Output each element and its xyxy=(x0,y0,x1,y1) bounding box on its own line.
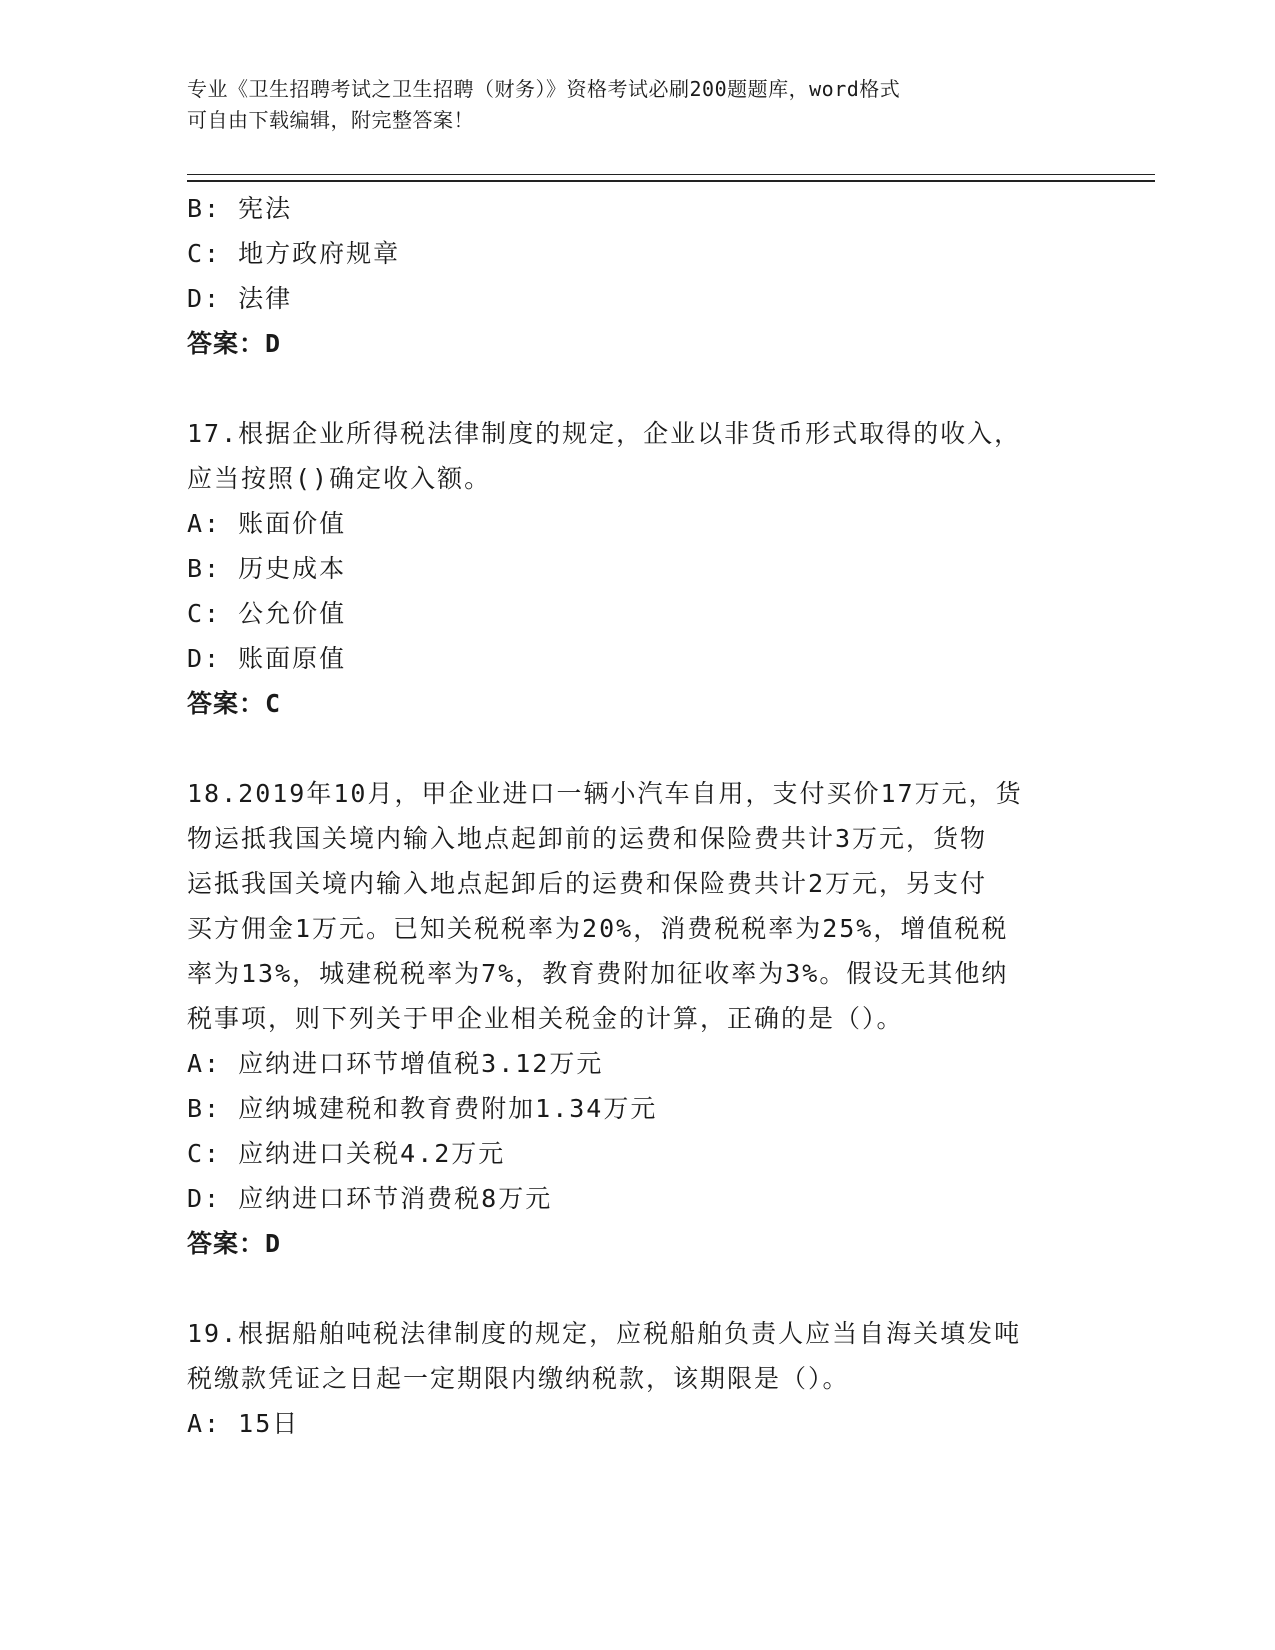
question-text-line: 率为13%，城建税税率为7%，教育费附加征收率为3%。假设无其他纳 xyxy=(187,959,1009,988)
question-list xyxy=(187,186,1087,1446)
header-divider-thick xyxy=(187,180,1155,182)
header-line-2: 可自由下载编辑，附完整答案！ xyxy=(187,108,474,132)
option-c: C: 公允价值 xyxy=(187,599,347,628)
option-d: D: 应纳进口环节消费税8万元 xyxy=(187,1184,553,1213)
question-text-line: 应当按照()确定收入额。 xyxy=(187,464,492,493)
option-c: C: 地方政府规章 xyxy=(187,239,401,268)
question-text-line: 买方佣金1万元。已知关税税率为20%，消费税税率为25%，增值税税 xyxy=(187,914,1009,943)
question-text-line: 19.根据船舶吨税法律制度的规定，应税船舶负责人应当自海关填发吨 xyxy=(187,1319,1022,1348)
spacer xyxy=(187,1266,1087,1311)
question-text-line: 运抵我国关境内输入地点起卸后的运费和保险费共计2万元，另支付 xyxy=(187,869,988,898)
spacer xyxy=(187,366,1087,411)
question-17 xyxy=(187,411,1087,726)
question-text-line: 税缴款凭证之日起一定期限内缴纳税款，该期限是（）。 xyxy=(187,1364,850,1393)
question-text-line: 税事项，则下列关于甲企业相关税金的计算，正确的是（）。 xyxy=(187,1004,904,1033)
option-a: A: 15日 xyxy=(187,1409,300,1438)
option-b: B: 宪法 xyxy=(187,194,293,223)
option-a: A: 应纳进口环节增值税3.12万元 xyxy=(187,1049,604,1078)
spacer xyxy=(187,726,1087,771)
question-text-line: 物运抵我国关境内输入地点起卸前的运费和保险费共计3万元，货物 xyxy=(187,824,988,853)
option-a: A: 账面价值 xyxy=(187,509,347,538)
header-divider-thin xyxy=(187,174,1155,175)
question-16 xyxy=(187,186,1087,366)
option-b: B: 历史成本 xyxy=(187,554,347,583)
option-b: B: 应纳城建税和教育费附加1.34万元 xyxy=(187,1094,658,1123)
option-c: C: 应纳进口关税4.2万元 xyxy=(187,1139,506,1168)
document-header xyxy=(187,74,1067,136)
question-18 xyxy=(187,771,1087,1266)
answer: 答案：D xyxy=(187,329,282,358)
header-line-1: 专业《卫生招聘考试之卫生招聘（财务）》资格考试必刷200题题库，word格式 xyxy=(187,77,901,101)
question-text-line: 17.根据企业所得税法律制度的规定，企业以非货币形式取得的收入， xyxy=(187,419,1022,448)
option-d: D: 法律 xyxy=(187,284,293,313)
question-19 xyxy=(187,1311,1087,1446)
answer: 答案：D xyxy=(187,1229,282,1258)
option-d: D: 账面原值 xyxy=(187,644,347,673)
answer: 答案：C xyxy=(187,689,282,718)
question-text-line: 18.2019年10月，甲企业进口一辆小汽车自用，支付买价17万元，货 xyxy=(187,779,1023,808)
